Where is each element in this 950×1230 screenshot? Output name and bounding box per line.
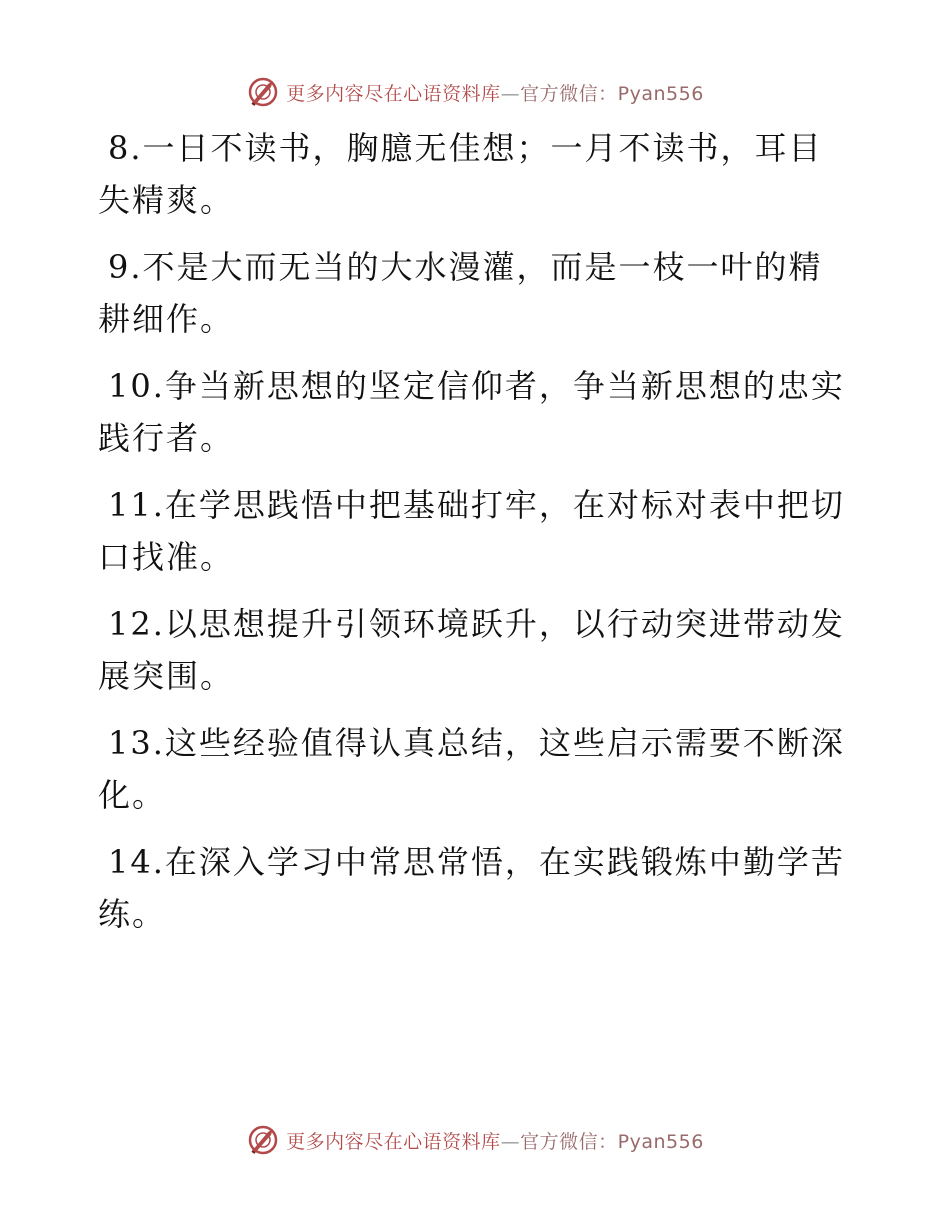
header-banner-text (286, 79, 704, 106)
item-line-continuation: 化。 (98, 776, 167, 814)
list-item (98, 360, 850, 464)
header-banner-separator: — (500, 82, 521, 105)
footer-banner-wechat: 官方微信：Pyan556 (520, 1130, 704, 1153)
item-line: 8.一日不读书，胸臆无佳想；一月不读书，耳目 (108, 129, 823, 167)
footer-banner-separator: — (500, 1130, 521, 1153)
item-line-continuation: 展突围。 (98, 657, 235, 695)
list-item (98, 122, 850, 226)
header-banner (0, 72, 950, 112)
item-line: 13.这些经验值得认真总结，这些启示需要不断深 (108, 724, 845, 762)
pen-logo-icon (246, 1123, 280, 1157)
item-line-continuation: 失精爽。 (98, 181, 235, 219)
item-line: 11.在学思践悟中把基础打牢，在对标对表中把切 (108, 486, 845, 524)
list-item (98, 241, 850, 345)
header-banner-main: 更多内容尽在心语资料库 (286, 82, 501, 105)
list-item (98, 717, 850, 821)
footer-banner-text (286, 1127, 704, 1154)
item-line-continuation: 践行者。 (98, 419, 235, 457)
list-item (98, 598, 850, 702)
item-line: 10.争当新思想的坚定信仰者，争当新思想的忠实 (108, 367, 845, 405)
footer-banner (0, 1120, 950, 1160)
item-line: 14.在深入学习中常思常悟，在实践锻炼中勤学苦 (108, 843, 845, 881)
document-body (98, 122, 850, 955)
item-line-continuation: 练。 (98, 895, 167, 933)
item-line: 9.不是大而无当的大水漫灌，而是一枝一叶的精 (108, 248, 823, 286)
list-item (98, 836, 850, 940)
header-banner-wechat: 官方微信：Pyan556 (520, 82, 704, 105)
item-line: 12.以思想提升引领环境跃升，以行动突进带动发 (108, 605, 845, 643)
pen-logo-icon (246, 75, 280, 109)
footer-banner-main: 更多内容尽在心语资料库 (286, 1130, 501, 1153)
list-item (98, 479, 850, 583)
item-line-continuation: 口找准。 (98, 538, 235, 576)
item-line-continuation: 耕细作。 (98, 300, 235, 338)
